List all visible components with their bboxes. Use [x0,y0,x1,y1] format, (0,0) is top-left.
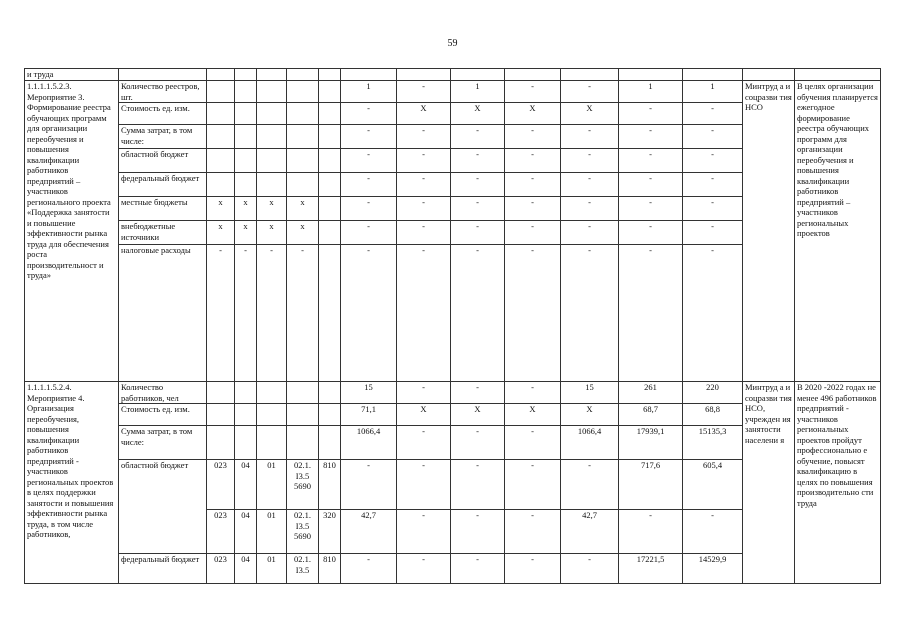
value-cell: 717,6 [619,460,683,510]
code-cell: 02.1. I3.5 5690 [287,510,319,554]
measure-name: 1.1.1.1.5.2.3. Мероприятие 3. Формирование реестра обучающих программ для организации переобучения и повышения квалификации работников предприятий – участников регионального проекта «Поддержка занятости и повышение эффективности рынка труда для обеспечения роста производительност и труда» [25,81,119,382]
measures-table [24,68,881,584]
value-cell: 15135,3 [683,426,743,460]
value-cell: - [561,460,619,510]
value-cell: Х [451,103,505,125]
value-cell: - [505,554,561,584]
code-cell: - [235,245,257,382]
code-cell [257,404,287,426]
empty-cell [619,69,683,81]
code-cell: 023 [207,510,235,554]
indicator-label: федеральный бюджет [119,554,207,584]
code-cell [207,103,235,125]
empty-cell [341,69,397,81]
code-cell [235,81,257,103]
value-cell: 68,7 [619,404,683,426]
value-cell: - [561,197,619,221]
code-cell: 320 [319,510,341,554]
value-cell: 261 [619,382,683,404]
value-cell: - [683,245,743,382]
code-cell [319,197,341,221]
code-cell [319,382,341,404]
value-cell: - [451,245,505,382]
value-cell: 15 [341,382,397,404]
value-cell: - [683,149,743,173]
value-cell: 68,8 [683,404,743,426]
code-cell: 04 [235,460,257,510]
code-cell [257,149,287,173]
value-cell: - [341,460,397,510]
value-cell: - [683,125,743,149]
executor: Минтруд а и соцразви тия НСО, учрежден ия занятости населени я [743,382,795,584]
code-cell [257,426,287,460]
value-cell: 71,1 [341,404,397,426]
indicator-label: областной бюджет [119,149,207,173]
code-cell: 02.1. I3.5 5690 [287,460,319,510]
code-cell [235,173,257,197]
empty-cell [397,69,451,81]
value-cell: Х [397,103,451,125]
indicator-label: Сумма затрат, в том числе: [119,125,207,149]
value-cell: - [451,460,505,510]
code-cell [319,173,341,197]
code-cell [287,382,319,404]
value-cell: Х [451,404,505,426]
value-cell: Х [397,404,451,426]
value-cell: - [451,197,505,221]
value-cell: - [397,221,451,245]
code-cell [235,404,257,426]
value-cell: - [561,125,619,149]
code-cell: х [207,221,235,245]
code-cell [207,81,235,103]
value-cell: 1 [341,81,397,103]
indicator-label: внебюджетные источники [119,221,207,245]
value-cell: - [619,125,683,149]
table-row [25,382,881,404]
value-cell: - [451,125,505,149]
indicator-label: Количество работников, чел [119,382,207,404]
code-cell [207,426,235,460]
code-cell [207,125,235,149]
continuation-label: и труда [25,69,119,81]
value-cell: - [505,510,561,554]
empty-cell [795,69,881,81]
indicator-label: Количество реестров, шт. [119,81,207,103]
code-cell: х [235,221,257,245]
value-cell: - [561,81,619,103]
empty-cell [235,69,257,81]
value-cell: - [397,554,451,584]
page-number: 59 [447,38,458,49]
empty-cell [257,69,287,81]
value-cell: 17221,5 [619,554,683,584]
code-cell [207,382,235,404]
value-cell: - [505,460,561,510]
code-cell: - [207,245,235,382]
code-cell [257,173,287,197]
code-cell [235,103,257,125]
value-cell: - [505,173,561,197]
code-cell [319,103,341,125]
value-cell: - [397,245,451,382]
value-cell: 1066,4 [561,426,619,460]
value-cell: 42,7 [561,510,619,554]
expected-result: В целях организации обучения планируется ежегодное формирование реестра обучающих программ для организации переобучения и повышения квалификации работников предприятий – участников региональных проектов [795,81,881,382]
value-cell: - [561,221,619,245]
code-cell [235,382,257,404]
value-cell: - [619,103,683,125]
value-cell: - [397,510,451,554]
value-cell: - [505,197,561,221]
code-cell: 02.1. I3.5 [287,554,319,584]
code-cell [235,125,257,149]
value-cell: - [505,382,561,404]
code-cell: 810 [319,460,341,510]
code-cell: х [235,197,257,221]
code-cell [287,404,319,426]
value-cell: - [341,221,397,245]
code-cell: 01 [257,460,287,510]
value-cell: Х [561,103,619,125]
value-cell: - [451,510,505,554]
value-cell: - [341,173,397,197]
value-cell: - [619,510,683,554]
empty-cell [743,69,795,81]
table-row [25,81,881,103]
value-cell: - [341,197,397,221]
value-cell: - [619,149,683,173]
value-cell: - [683,173,743,197]
code-cell: 04 [235,510,257,554]
value-cell: - [505,149,561,173]
value-cell: - [451,173,505,197]
value-cell: 42,7 [341,510,397,554]
code-cell [287,426,319,460]
value-cell: - [451,382,505,404]
code-cell [319,245,341,382]
code-cell [319,221,341,245]
value-cell: - [619,245,683,382]
value-cell: Х [505,404,561,426]
empty-cell [505,69,561,81]
indicator-label: областной бюджет [119,460,207,554]
indicator-label: местные бюджеты [119,197,207,221]
value-cell: - [505,125,561,149]
value-cell: Х [505,103,561,125]
value-cell: - [341,125,397,149]
value-cell: - [561,149,619,173]
code-cell: 04 [235,554,257,584]
value-cell: - [397,426,451,460]
indicator-label: налоговые расходы [119,245,207,382]
value-cell: - [683,103,743,125]
code-cell [207,149,235,173]
value-cell: 605,4 [683,460,743,510]
value-cell: - [397,382,451,404]
value-cell: Х [561,404,619,426]
continuation-row [25,69,881,81]
value-cell: 17939,1 [619,426,683,460]
value-cell: - [397,149,451,173]
value-cell: - [619,173,683,197]
value-cell: - [341,554,397,584]
value-cell: 1 [451,81,505,103]
code-cell: х [257,221,287,245]
value-cell: 1 [683,81,743,103]
empty-cell [287,69,319,81]
value-cell: - [683,197,743,221]
code-cell [235,426,257,460]
value-cell: - [505,245,561,382]
value-cell: 220 [683,382,743,404]
value-cell: - [397,125,451,149]
code-cell: - [287,245,319,382]
value-cell: - [561,245,619,382]
value-cell: - [561,173,619,197]
value-cell: - [397,460,451,510]
empty-cell [319,69,341,81]
empty-cell [561,69,619,81]
code-cell [287,173,319,197]
code-cell [257,382,287,404]
code-cell [319,426,341,460]
code-cell [257,125,287,149]
value-cell: - [451,149,505,173]
value-cell: - [451,554,505,584]
indicator-label: Сумма затрат, в том числе: [119,426,207,460]
code-cell [319,404,341,426]
code-cell: 01 [257,510,287,554]
code-cell [207,173,235,197]
value-cell: - [341,149,397,173]
value-cell: - [619,221,683,245]
code-cell [319,125,341,149]
expected-result: В 2020 -2022 годах не менее 496 работников предприятий - участников региональных проектов пройдут профессионально е обучение, повысят квалификацию в целях по повышения производительно сти труда [795,382,881,584]
value-cell: - [397,81,451,103]
code-cell [287,125,319,149]
code-cell: 023 [207,554,235,584]
measure-name: 1.1.1.1.5.2.4. Мероприятие 4. Организация переобучения, повышения квалификации работников предприятий - участников региональных проектов в целях поддержки занятости и повышения эффективности рынка труда, в том числе работников, [25,382,119,584]
code-cell [257,103,287,125]
empty-cell [683,69,743,81]
value-cell: 14529,9 [683,554,743,584]
code-cell [287,81,319,103]
code-cell: 023 [207,460,235,510]
indicator-label: Стоимость ед. изм. [119,404,207,426]
code-cell [287,103,319,125]
code-cell [207,404,235,426]
value-cell: - [619,197,683,221]
empty-cell [451,69,505,81]
empty-cell [119,69,207,81]
code-cell: х [287,221,319,245]
indicator-label: федеральный бюджет [119,173,207,197]
value-cell: - [505,81,561,103]
value-cell: - [451,221,505,245]
value-cell: - [683,510,743,554]
empty-cell [207,69,235,81]
code-cell [319,149,341,173]
indicator-label: Стоимость ед. изм. [119,103,207,125]
code-cell [257,81,287,103]
value-cell: - [561,554,619,584]
code-cell: 810 [319,554,341,584]
value-cell: - [397,173,451,197]
code-cell: х [287,197,319,221]
code-cell [235,149,257,173]
value-cell: 1 [619,81,683,103]
code-cell [287,149,319,173]
value-cell: 15 [561,382,619,404]
code-cell: х [207,197,235,221]
value-cell: - [341,103,397,125]
code-cell: - [257,245,287,382]
value-cell: - [397,197,451,221]
value-cell: - [683,221,743,245]
code-cell: х [257,197,287,221]
value-cell: - [505,426,561,460]
value-cell: - [505,221,561,245]
value-cell: - [341,245,397,382]
value-cell: 1066,4 [341,426,397,460]
code-cell [319,81,341,103]
executor: Минтруд а и соцразви тия НСО [743,81,795,382]
value-cell: - [451,426,505,460]
code-cell: 01 [257,554,287,584]
